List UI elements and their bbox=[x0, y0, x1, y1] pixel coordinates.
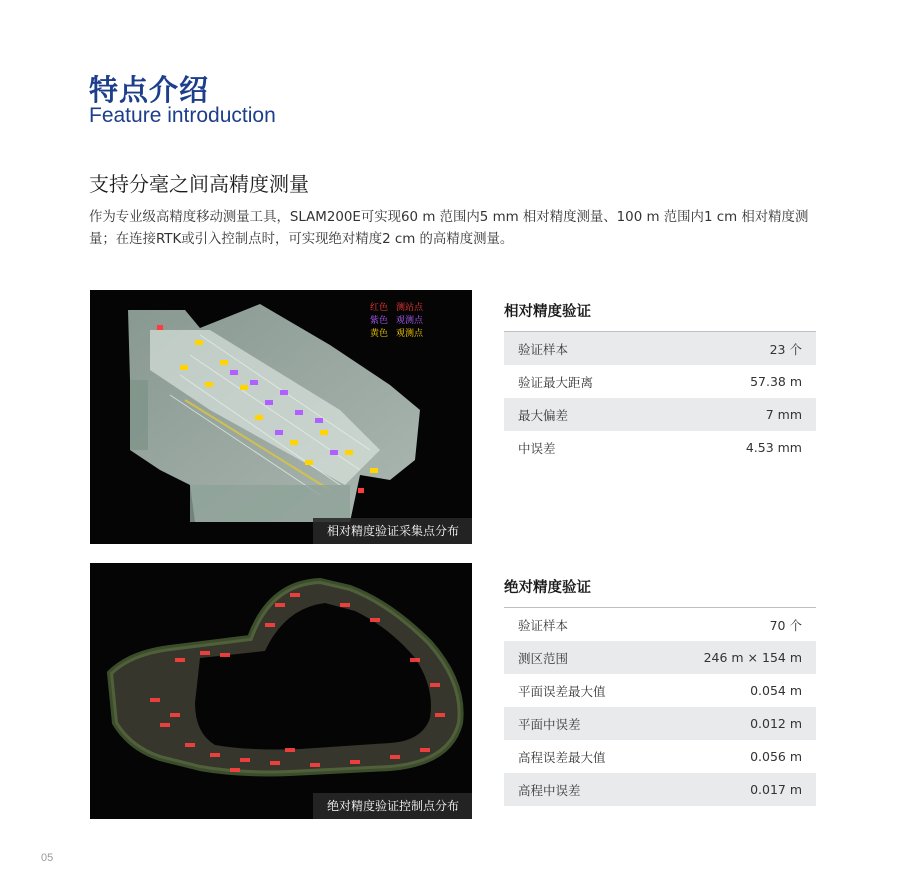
row-value: 4.53 mm bbox=[745, 440, 802, 455]
legend-meaning: 测站点 bbox=[396, 303, 424, 313]
figure-caption: 相对精度验证采集点分布 bbox=[313, 518, 472, 544]
absolute-accuracy-figure bbox=[90, 563, 472, 819]
marker-legend bbox=[370, 302, 431, 341]
row-value: 0.017 m bbox=[750, 782, 802, 797]
row-value: 0.054 m bbox=[750, 683, 802, 698]
legend-item-purple bbox=[370, 315, 431, 328]
row-label: 高程中误差 bbox=[518, 782, 581, 798]
row-value: 7 mm bbox=[765, 407, 802, 422]
table-row bbox=[504, 608, 816, 641]
table-row bbox=[504, 398, 816, 431]
row-label: 最大偏差 bbox=[518, 407, 569, 423]
table-row bbox=[504, 332, 816, 365]
row-label: 平面误差最大值 bbox=[518, 683, 606, 699]
legend-item-yellow bbox=[370, 328, 431, 341]
figure-caption: 绝对精度验证控制点分布 bbox=[313, 793, 472, 819]
outdoor-point-cloud-image bbox=[90, 563, 472, 819]
page-subtitle-en: Feature introduction bbox=[89, 104, 276, 127]
legend-meaning: 观测点 bbox=[396, 316, 424, 326]
intro-paragraph: 作为专业级高精度移动测量工具，SLAM200E可实现60 m 范围内5 mm 相对精度测量、100 m 范围内1 cm 相对精度测量；在连接RTK或引入控制点时，可实现绝对精度2 cm 的高精度测量。 bbox=[89, 210, 809, 247]
table-row bbox=[504, 674, 816, 707]
absolute-accuracy-table bbox=[504, 576, 816, 806]
row-value: 70 个 bbox=[769, 617, 802, 633]
legend-meaning: 观测点 bbox=[396, 329, 424, 339]
table-row bbox=[504, 641, 816, 674]
row-label: 测区范围 bbox=[518, 650, 569, 666]
row-label: 中误差 bbox=[518, 440, 556, 456]
legend-item-red bbox=[370, 302, 431, 315]
row-label: 验证样本 bbox=[518, 341, 569, 357]
row-label: 平面中误差 bbox=[518, 716, 581, 732]
row-label: 验证最大距离 bbox=[518, 374, 594, 390]
row-value: 57.38 m bbox=[750, 374, 802, 389]
table-row bbox=[504, 365, 816, 398]
page-number: 05 bbox=[41, 852, 54, 864]
row-value: 0.012 m bbox=[750, 716, 802, 731]
table-title: 相对精度验证 bbox=[504, 300, 816, 332]
relative-accuracy-table bbox=[504, 300, 816, 464]
table-title: 绝对精度验证 bbox=[504, 576, 816, 608]
legend-color-name: 黄色 bbox=[370, 329, 389, 339]
legend-color-name: 红色 bbox=[370, 303, 389, 313]
table-row bbox=[504, 707, 816, 740]
row-value: 0.056 m bbox=[750, 749, 802, 764]
row-value: 246 m × 154 m bbox=[703, 650, 802, 665]
row-label: 验证样本 bbox=[518, 617, 569, 633]
table-row bbox=[504, 740, 816, 773]
relative-accuracy-figure bbox=[90, 290, 472, 544]
row-value: 23 个 bbox=[769, 341, 802, 357]
table-row bbox=[504, 773, 816, 806]
table-row bbox=[504, 431, 816, 464]
row-label: 高程误差最大值 bbox=[518, 749, 606, 765]
legend-color-name: 紫色 bbox=[370, 316, 389, 326]
section-heading: 支持分毫之间高精度测量 bbox=[89, 172, 309, 196]
page-title: 特点介绍 bbox=[89, 73, 210, 107]
